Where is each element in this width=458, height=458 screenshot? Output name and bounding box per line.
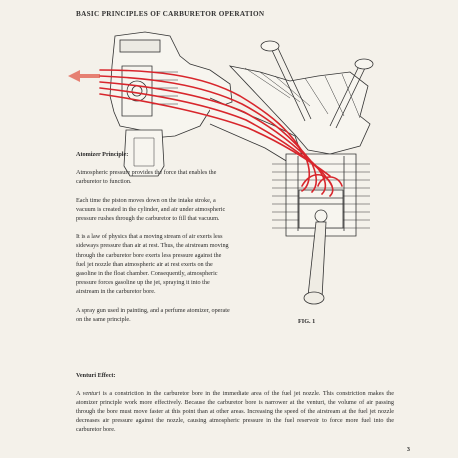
- venturi-effect-section: [76, 371, 394, 444]
- atomizer-paragraph: Atmospheric pressure provides the force that enables the carburetor to function.: [76, 169, 217, 186]
- page-heading: BASIC PRINCIPLES OF CARBURETOR OPERATION: [76, 10, 265, 18]
- intake-arrow-icon: [68, 70, 100, 82]
- venturi-lead-prefix: A: [76, 390, 83, 398]
- atomizer-paragraph: A spray gun used in painting, and a perfume atomizer, operate on the same principle.: [76, 306, 230, 323]
- atomizer-paragraph: Each time the piston moves down on the intake stroke, a vacuum is created in the cylinder, and air under atmospheric pressure rushes through the carburetor to fill that vacuum.: [76, 196, 226, 223]
- venturi-paragraph: [76, 389, 394, 434]
- figure-label: FIG. 1: [298, 318, 316, 325]
- atomizer-principle-title: Atomizer Principle:: [76, 151, 129, 158]
- venturi-term: venturi: [82, 390, 101, 398]
- atomizer-paragraph: It is a law of physics that a moving stream of air exerts less sideways pressure than air at rest. Thus, the airstream moving through the carburetor bore exerts less pressure against the fuel jet nozzle than atmospheric air at rest exerts on the gasoline in the float chamber. Consequently, atmospheric pressure forces gasoline up the jet, spraying it into the airstream in the carburetor bore.: [76, 233, 229, 296]
- venturi-effect-title: Venturi Effect:: [76, 372, 116, 379]
- atomizer-principle-section: [76, 150, 232, 333]
- page-number: 3: [406, 446, 410, 453]
- venturi-body-text: is a constriction in the carburetor bore in the immediate area of the fuel jet nozzle. This constriction makes the atomizer principle work more effectively. Because the carburetor bore is narrower at the venturi, the volume of air passing through the bore must move faster at this point than at other areas. Increasing the speed of the airstream at the fuel jet nozzle decreases air pressure against the nozzle, causing atmospheric pressure in the fuel reservoir to force more fuel into the carburetor bore.: [76, 390, 394, 434]
